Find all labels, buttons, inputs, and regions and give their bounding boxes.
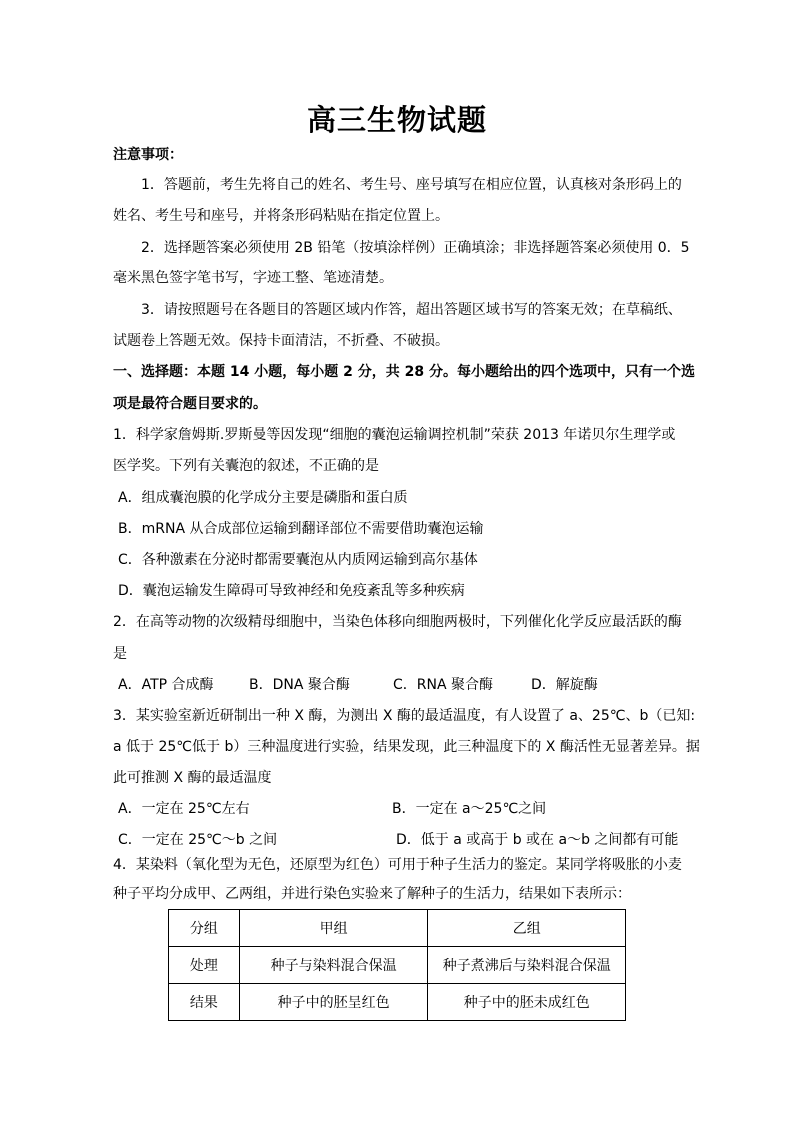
table-cell: 处理 xyxy=(169,947,240,984)
notice-heading: 注意事项： xyxy=(113,147,183,163)
section-1-heading-line-1: 一、选择题：本题 14 小题，每小题 2 分，共 28 分。每小题给出的四个选项中，只有一个选 xyxy=(113,364,695,380)
notice-item-2-line-1: 2．选择题答案必须使用 2B 铅笔（按填涂样例）正确填涂；非选择题答案必须使用 0．5 xyxy=(141,240,690,256)
question-3-line-2: a 低于 25℃低于 b）三种温度进行实验，结果发现，此三种温度下的 X 酶活性无显著差异。据 xyxy=(113,739,700,755)
question-2-option-d: D．解旋酶 xyxy=(531,677,598,693)
question-4-line-2: 种子平均分成甲、乙两组，并进行染色实验来了解种子的生活力，结果如下表所示： xyxy=(113,886,631,902)
question-3-option-d: D．低于 a 或高于 b 或在 a～b 之间都有可能 xyxy=(396,832,679,848)
notice-item-2-line-2: 毫米黑色签字笔书写，字迹工整、笔迹清楚。 xyxy=(113,270,393,286)
question-3-line-1: 3．某实验室新近研制出一种 X 酶，为测出 X 酶的最适温度，有人设置了 a、25℃、b（已知: xyxy=(113,708,696,724)
page-title: 高三生物试题 xyxy=(306,103,487,137)
question-1-option-d: D．囊泡运输发生障碍可导致神经和免疫紊乱等多种疾病 xyxy=(118,583,465,599)
notice-item-3-line-1: 3．请按照题号在各题目的答题区域内作答，超出答题区域书写的答案无效；在草稿纸、 xyxy=(141,302,682,318)
question-4-line-1: 4．某染料（氧化型为无色，还原型为红色）可用于种子生活力的鉴定。某同学将吸胀的小麦 xyxy=(113,857,682,873)
question-1-option-a: A．组成囊泡膜的化学成分主要是磷脂和蛋白质 xyxy=(118,490,408,506)
notice-item-3-line-2: 试题卷上答题无效。保持卡面清洁，不折叠、不破损。 xyxy=(113,333,449,349)
question-2-line-1: 2．在高等动物的次级精母细胞中，当染色体移向细胞两极时，下列催化化学反应最活跃的酶 xyxy=(113,614,682,630)
table-cell: 种子与染料混合保温 xyxy=(239,947,428,984)
section-1-heading-line-2: 项是最符合题目要求的。 xyxy=(113,396,267,412)
question-3-option-c: C．一定在 25℃～b 之间 xyxy=(118,832,278,848)
question-1-option-b: B．mRNA 从合成部位运输到翻译部位不需要借助囊泡运输 xyxy=(118,521,484,537)
question-3-option-a: A．一定在 25℃左右 xyxy=(118,801,250,817)
result-table xyxy=(168,909,626,1021)
table-row xyxy=(169,947,626,984)
table-header-cell: 分组 xyxy=(169,910,240,947)
table-cell: 种子中的胚未成红色 xyxy=(428,984,626,1021)
question-2-option-b: B．DNA 聚合酶 xyxy=(249,677,350,693)
table-cell: 种子煮沸后与染料混合保温 xyxy=(428,947,626,984)
question-1-option-c: C．各种激素在分泌时都需要囊泡从内质网运输到高尔基体 xyxy=(118,552,478,568)
question-2-option-c: C．RNA 聚合酶 xyxy=(393,677,494,693)
table-header-row xyxy=(169,910,626,947)
question-3-option-b: B．一定在 a～25℃之间 xyxy=(392,801,547,817)
table-cell: 种子中的胚呈红色 xyxy=(239,984,428,1021)
table-header-cell: 甲组 xyxy=(239,910,428,947)
question-2-option-a: A．ATP 合成酶 xyxy=(118,677,214,693)
notice-item-1-line-1: 1．答题前，考生先将自己的姓名、考生号、座号填写在相应位置，认真核对条形码上的 xyxy=(141,177,682,193)
question-2-line-2: 是 xyxy=(113,646,127,662)
question-1-line-1: 1．科学家詹姆斯.罗斯曼等因发现“细胞的囊泡运输调控机制”荣获 2013 年诺贝尔生理学或 xyxy=(113,427,676,443)
table-header-cell: 乙组 xyxy=(428,910,626,947)
table-cell: 结果 xyxy=(169,984,240,1021)
question-3-line-3: 此可推测 X 酶的最适温度 xyxy=(113,770,272,786)
question-1-line-2: 医学奖。下列有关囊泡的叙述，不正确的是 xyxy=(113,458,379,474)
table-row xyxy=(169,984,626,1021)
notice-item-1-line-2: 姓名、考生号和座号，并将条形码粘贴在指定位置上。 xyxy=(113,208,449,224)
